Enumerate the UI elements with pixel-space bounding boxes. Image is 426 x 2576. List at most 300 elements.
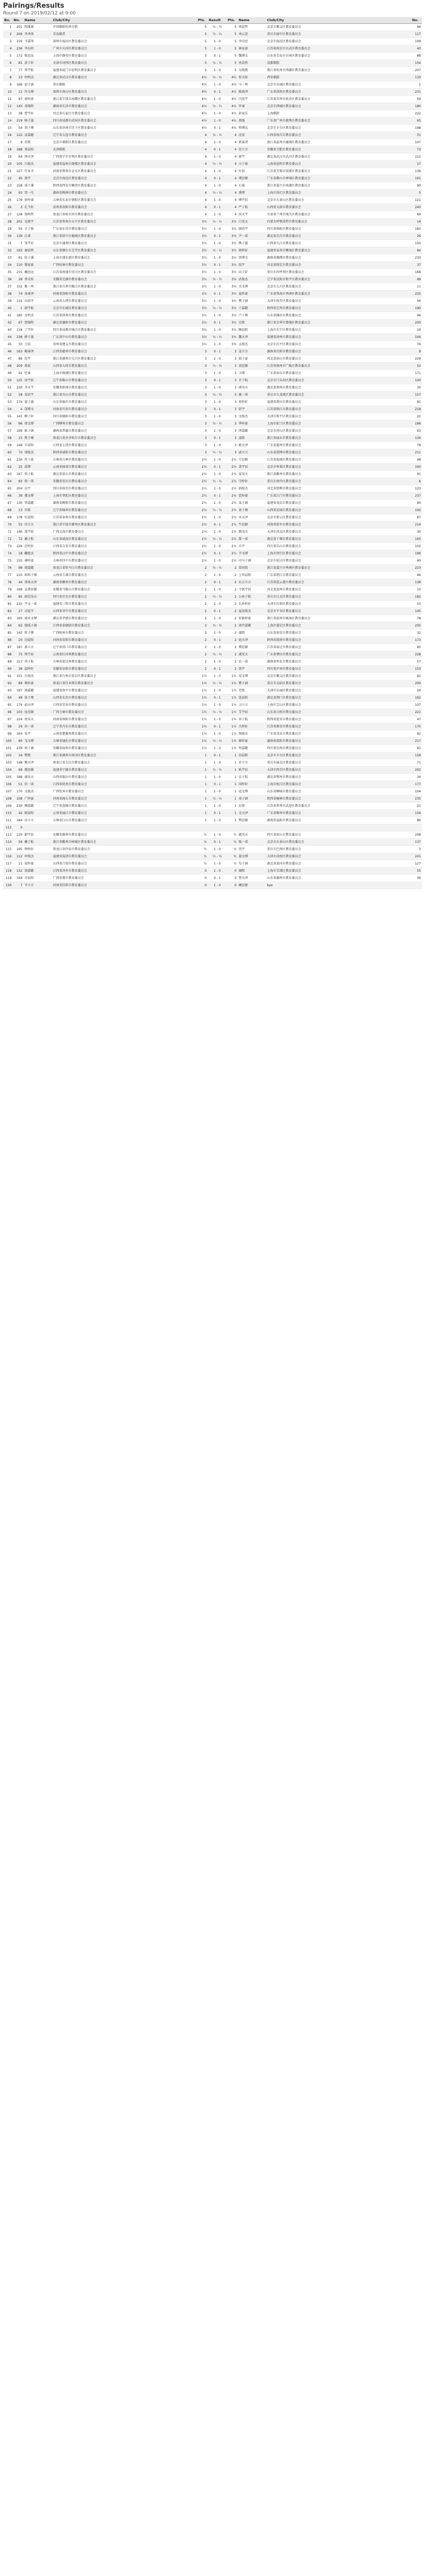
black-club-cell: 北京市顺义区教育委员会 xyxy=(266,24,411,31)
board-no-cell: 37 xyxy=(3,283,12,291)
black-club-cell: 江苏省扬州市广陵区教育委员会 xyxy=(266,363,411,370)
black-club-cell: 广东省惠州市教育委员会 xyxy=(266,442,411,449)
black-pts-cell: 3½ xyxy=(227,247,238,255)
white-pts-cell: 1 xyxy=(197,781,208,788)
white-pts-cell: 2 xyxy=(197,644,208,651)
result-cell: ½ - ½ xyxy=(208,31,227,38)
white-name-cell: 蔚宇辰 xyxy=(23,832,52,839)
black-name-cell: 景子骞 xyxy=(238,507,266,514)
black-name-cell: 刘云萱 xyxy=(238,31,266,38)
black-pts-cell: 4½ xyxy=(227,96,238,103)
board-no-cell: 105 xyxy=(3,774,12,781)
result-cell: 0 - 1 xyxy=(208,146,227,154)
white-no-cell: 176 xyxy=(12,197,23,204)
black-name-cell: 严子航 xyxy=(238,204,266,211)
white-name-cell: 庄俊杰 xyxy=(23,673,52,680)
result-cell: ½ - ½ xyxy=(208,507,227,514)
result-cell: 1 - 0 xyxy=(208,817,227,824)
black-club-cell: 四川省绵阳市教育委员会 xyxy=(266,226,411,233)
white-name-cell: 桑梓豪 xyxy=(23,557,52,565)
board-no-cell: 57 xyxy=(3,428,12,435)
black-club-cell: 四川省乐山市教育委员会 xyxy=(266,543,411,550)
black-club-cell: 山东省青岛市市南区教育委员会 xyxy=(266,53,411,60)
black-name-cell: 东方立言 xyxy=(238,579,266,586)
white-club-cell: 广州市天河区教育委员会 xyxy=(52,45,197,53)
black-name-cell: 周恩哲 xyxy=(238,24,266,31)
white-club-cell: 福建省三明市教育委员会 xyxy=(52,601,197,608)
black-pts-cell: ½ xyxy=(227,839,238,846)
white-club-cell: 广西柳州市教育委员会 xyxy=(52,420,197,428)
table-row xyxy=(3,694,422,702)
table-row xyxy=(3,226,422,233)
black-club-cell: 天津市西青区教育委员会 xyxy=(266,767,411,774)
black-club-cell: 江苏省连云港市教育委员会 xyxy=(266,579,411,586)
white-club-cell: 河南省开封市教育委员会 xyxy=(52,406,197,413)
black-no-cell: 37 xyxy=(411,262,422,269)
black-no-cell: 173 xyxy=(411,637,422,644)
board-no-cell: 96 xyxy=(3,709,12,716)
white-name-cell: 李东阳 xyxy=(23,45,52,53)
result-cell: 1 - 0 xyxy=(208,644,227,651)
result-cell: ½ - ½ xyxy=(208,795,227,803)
board-no-cell: 92 xyxy=(3,680,12,687)
white-name-cell: 燕立言 xyxy=(23,644,52,651)
black-name-cell: 连晨阳 xyxy=(238,694,266,702)
white-name-cell: 易宇 xyxy=(23,731,52,738)
black-name-cell: 萧逸 xyxy=(238,117,266,125)
white-name-cell: 满昊天 xyxy=(23,774,52,781)
black-pts-cell: 4 xyxy=(227,139,238,146)
black-club-cell: 天津市和平区教育委员会 xyxy=(266,413,411,420)
white-no-cell: 201 xyxy=(12,218,23,226)
white-club-cell: 河南省商丘市教育委员会 xyxy=(52,795,197,803)
white-club-cell: 山东省济南市历下区教育委员会 xyxy=(52,125,197,132)
black-pts-cell: 1½ xyxy=(227,738,238,745)
black-pts-cell: 1 xyxy=(227,774,238,781)
white-name-cell: 鞠俊杰 xyxy=(23,550,52,557)
white-no-cell: 27 xyxy=(12,608,23,615)
white-pts-cell: 3 xyxy=(197,449,208,456)
white-no-cell: 188 xyxy=(12,146,23,154)
white-no-cell: 227 xyxy=(12,168,23,175)
white-name-cell: 宫铭 xyxy=(23,507,52,514)
black-pts-cell: 1½ xyxy=(227,709,238,716)
black-no-cell: 183 xyxy=(411,226,422,233)
white-name-cell: 阎嘉懿 xyxy=(23,565,52,572)
white-no-cell: 201 xyxy=(12,24,23,31)
black-pts-cell: 2½ xyxy=(227,543,238,550)
table-row xyxy=(3,327,422,334)
black-club-cell: 湖南省湘潭市教育委员会 xyxy=(266,255,411,262)
black-club-cell: 广东省汕头市教育委员会 xyxy=(266,370,411,377)
white-pts-cell: 1½ xyxy=(197,694,208,702)
white-club-cell: 福建省福州市鼓楼区教育委员会 xyxy=(52,161,197,168)
board-no-cell: 9 xyxy=(3,81,12,89)
black-club-cell: 山东省聊城市教育委员会 xyxy=(266,788,411,795)
black-pts-cell: 4 xyxy=(227,132,238,139)
result-cell: 0 - 1 xyxy=(208,810,227,817)
white-no-cell: 0 xyxy=(12,824,23,832)
black-no-cell xyxy=(411,824,422,832)
white-pts-cell: 1½ xyxy=(197,702,208,709)
white-name-cell: 端木文博 xyxy=(23,615,52,622)
board-no-cell: 64 xyxy=(3,478,12,485)
result-cell: 0 - 1 xyxy=(208,89,227,96)
black-pts-cell: 4½ xyxy=(227,117,238,125)
table-row xyxy=(3,413,422,420)
white-club-cell: 吉林省白山市教育委员会 xyxy=(52,817,197,824)
table-row xyxy=(3,781,422,788)
black-pts-cell: 3½ xyxy=(227,291,238,298)
table-row xyxy=(3,529,422,536)
table-row xyxy=(3,471,422,478)
black-pts-cell: 2½ xyxy=(227,529,238,536)
black-no-cell: 40 xyxy=(411,557,422,565)
black-pts-cell: 4 xyxy=(227,154,238,161)
black-club-cell: 北京市西城区教育委员会 xyxy=(266,103,411,110)
board-no-cell: 69 xyxy=(3,514,12,521)
white-pts-cell: 3 xyxy=(197,384,208,392)
black-club-cell: 陕西省渭南市教育委员会 xyxy=(266,637,411,644)
white-name-cell: 戈文博 xyxy=(23,738,52,745)
white-name-cell: 简一诺 xyxy=(23,478,52,485)
black-name-cell: 弘子航 xyxy=(238,774,266,781)
black-no-cell: 46 xyxy=(411,312,422,319)
black-club-cell: 广东省深圳市教育委员会 xyxy=(266,89,411,96)
white-club-cell: 广东省中山市教育委员会 xyxy=(52,334,197,341)
board-no-cell: 39 xyxy=(3,298,12,305)
white-no-cell: 155 xyxy=(12,557,23,565)
white-pts-cell: 4 xyxy=(197,190,208,197)
white-club-cell: 浙江省湖州市吴兴区教育委员会 xyxy=(52,355,197,363)
black-pts-cell: 4 xyxy=(227,175,238,182)
black-club-cell: 北京市平谷区教育委员会 xyxy=(266,608,411,615)
white-no-cell: 194 xyxy=(12,875,23,882)
black-no-cell: 76 xyxy=(411,341,422,348)
white-club-cell: 深圳市福田区教育委员会 xyxy=(52,38,197,45)
white-name-cell: 焦子骞 xyxy=(23,435,52,442)
white-pts-cell: 2½ xyxy=(197,557,208,565)
black-name-cell: 司马子涵 xyxy=(238,557,266,565)
board-no-cell: 7 xyxy=(3,67,12,74)
white-name-cell: 邓锦程 xyxy=(23,103,52,110)
white-name-cell: 宇文一诺 xyxy=(23,601,52,608)
result-cell: 0 - 1 xyxy=(208,579,227,586)
board-no-cell: 78 xyxy=(3,579,12,586)
white-no-cell: 86 xyxy=(12,355,23,363)
board-no-cell: 63 xyxy=(3,471,12,478)
result-cell: 1 - 0 xyxy=(208,283,227,291)
white-pts-cell: 1 xyxy=(197,810,208,817)
black-club-cell: 广东省肇庆市教育委员会 xyxy=(266,651,411,658)
result-cell: 1 - 0 xyxy=(208,673,227,680)
board-no-cell: 10 xyxy=(3,89,12,96)
black-club-cell: 重庆市九龙坡区教育委员会 xyxy=(266,392,411,399)
black-pts-cell xyxy=(227,824,238,832)
table-row xyxy=(3,53,422,60)
black-pts-cell: 3½ xyxy=(227,233,238,240)
board-no-cell: 31 xyxy=(3,240,12,247)
board-no-cell: 82 xyxy=(3,608,12,615)
result-cell: 1 - 0 xyxy=(208,687,227,694)
table-row xyxy=(3,615,422,622)
result-cell: 0 - 1 xyxy=(208,521,227,529)
white-name-cell: 孔令轩 xyxy=(23,204,52,211)
white-club-cell: 湖南省长沙市教育委员会 xyxy=(52,103,197,110)
white-name-cell: 汤睿泽 xyxy=(23,291,52,298)
white-name-cell: 欧阳子骞 xyxy=(23,572,52,579)
black-name-cell: 国梓轩 xyxy=(238,781,266,788)
black-no-cell: 222 xyxy=(411,110,422,117)
white-name-cell: 符子豪 xyxy=(23,456,52,464)
black-name-cell: 辛文博 xyxy=(238,550,266,557)
table-row xyxy=(3,767,422,774)
black-no-cell: 99 xyxy=(411,276,422,283)
table-row xyxy=(3,658,422,666)
white-name-cell: 莫浩宇 xyxy=(23,392,52,399)
board-no-cell: 30 xyxy=(3,233,12,240)
black-pts-cell: 2 xyxy=(227,622,238,630)
black-name-cell: 南宫嘉懿 xyxy=(238,622,266,630)
white-name-cell: 郏宇辰 xyxy=(23,651,52,658)
white-no-cell: 83 xyxy=(12,478,23,485)
black-pts-cell: 1 xyxy=(227,781,238,788)
white-no-cell: 51 xyxy=(12,781,23,788)
black-club-cell: 重庆市北碚区教育委员会 xyxy=(266,680,411,687)
board-no-cell: 55 xyxy=(3,413,12,420)
board-no-cell: 40 xyxy=(3,305,12,312)
black-no-cell: 34 xyxy=(411,774,422,781)
white-name-cell: 万浩 xyxy=(23,341,52,348)
white-club-cell: 黑龙江省佳木斯市教育委员会 xyxy=(52,680,197,687)
black-club-cell: 江苏省苏州市姑苏区教育委员会 xyxy=(266,96,411,103)
white-club-cell: 吉林省通化市教育委员会 xyxy=(52,738,197,745)
black-name-cell: 廖梓豪 xyxy=(238,738,266,745)
black-pts-cell: 2½ xyxy=(227,471,238,478)
black-no-cell: 57 xyxy=(411,658,422,666)
table-row xyxy=(3,60,422,67)
white-name-cell: 邹宇轩 xyxy=(23,240,52,247)
black-club-cell: 北京市房山区教育委员会 xyxy=(266,428,411,435)
result-cell: 1 - 0 xyxy=(208,529,227,536)
white-no-cell: 96 xyxy=(12,420,23,428)
black-club-cell: 重庆市江北区教育委员会 xyxy=(266,594,411,601)
white-pts-cell: 3½ xyxy=(197,319,208,327)
white-club-cell: 广西钦州市教育委员会 xyxy=(52,788,197,795)
table-row xyxy=(3,240,422,247)
table-row xyxy=(3,788,422,795)
white-no-cell: 85 xyxy=(12,594,23,601)
white-pts-cell: 3 xyxy=(197,406,208,413)
table-row xyxy=(3,31,422,38)
black-pts-cell: 0 xyxy=(227,875,238,882)
white-name-cell: 郭宇 xyxy=(23,175,52,182)
white-club-cell: 湖南省郴州市教育委员会 xyxy=(52,579,197,586)
black-name-cell: 越昊天 xyxy=(238,832,266,839)
header-black-club: Club/City xyxy=(266,17,411,24)
board-no-cell: 12 xyxy=(3,103,12,110)
table-row xyxy=(3,464,422,471)
black-pts-cell: 2½ xyxy=(227,478,238,485)
white-pts-cell: 2 xyxy=(197,658,208,666)
board-no-cell: 8 xyxy=(3,74,12,81)
result-cell: 1 - 0 xyxy=(208,572,227,579)
result-cell: 1 - 0 xyxy=(208,45,227,53)
white-pts-cell: 1½ xyxy=(197,673,208,680)
table-row xyxy=(3,860,422,868)
table-row xyxy=(3,45,422,53)
white-club-cell: 河南省安阳市教育委员会 xyxy=(52,637,197,644)
result-cell: 0 - 1 xyxy=(208,723,227,731)
black-no-cell: 225 xyxy=(411,291,422,298)
result-cell: 1 - 0 xyxy=(208,774,227,781)
table-row xyxy=(3,500,422,507)
black-club-cell: 广东省广州市越秀区教育委员会 xyxy=(266,117,411,125)
white-club-cell: 福建省福清市教育委员会 xyxy=(52,853,197,860)
white-pts-cell: 4 xyxy=(197,154,208,161)
white-club-cell: 浙江省衢州市柯城区教育委员会 xyxy=(52,839,197,846)
white-no-cell: 39 xyxy=(12,493,23,500)
board-no-cell: 71 xyxy=(3,529,12,536)
black-pts-cell: 3½ xyxy=(227,240,238,247)
black-club-cell: 浙江省嘉兴市秀洲区教育委员会 xyxy=(266,565,411,572)
white-no-cell: 216 xyxy=(12,38,23,45)
black-pts-cell: 2½ xyxy=(227,557,238,565)
board-no-cell: 94 xyxy=(3,694,12,702)
result-cell: ½ - ½ xyxy=(208,305,227,312)
white-no-cell: 189 xyxy=(12,774,23,781)
board-no-cell: 61 xyxy=(3,456,12,464)
black-no-cell: 53 xyxy=(411,601,422,608)
white-club-cell: 辽宁省营口市教育委员会 xyxy=(52,644,197,651)
white-no-cell: 4 xyxy=(12,406,23,413)
black-pts-cell: 1 xyxy=(227,752,238,759)
black-club-cell: 北京市大兴区教育委员会 xyxy=(266,283,411,291)
board-no-cell: 84 xyxy=(3,622,12,630)
board-no-cell: 106 xyxy=(3,781,12,788)
table-row xyxy=(3,276,422,283)
white-pts-cell: 0 xyxy=(197,875,208,882)
white-no-cell: 33 xyxy=(12,341,23,348)
header-result: Result xyxy=(208,17,227,24)
board-no-cell: 95 xyxy=(3,702,12,709)
black-pts-cell: 2 xyxy=(227,572,238,579)
black-name-cell: 阚思源 xyxy=(238,882,266,889)
black-pts-cell: 4½ xyxy=(227,89,238,96)
white-club-cell: 贵州省遵义市教育委员会 xyxy=(52,341,197,348)
black-name-cell: 蒲铭 xyxy=(238,630,266,637)
black-name-cell: 季梓豪 xyxy=(238,420,266,428)
white-pts-cell: 1 xyxy=(197,803,208,810)
white-no-cell: 158 xyxy=(12,182,23,190)
black-name-cell: 汪子豪 xyxy=(238,161,266,168)
result-cell: 1 - 0 xyxy=(208,211,227,218)
black-pts-cell: 5 xyxy=(227,67,238,74)
white-club-cell: 辽宁省鞍山市教育委员会 xyxy=(52,377,197,384)
black-pts-cell: 3½ xyxy=(227,276,238,283)
black-name-cell: 康浩宇 xyxy=(238,226,266,233)
black-club-cell: 天津市红桥区教育委员会 xyxy=(266,601,411,608)
black-name-cell: 艾宇辰 xyxy=(238,709,266,716)
black-pts-cell: 3½ xyxy=(227,305,238,312)
white-no-cell: 122 xyxy=(12,132,23,139)
black-name-cell: 古梓轩 xyxy=(238,723,266,731)
white-club-cell xyxy=(52,824,197,832)
black-no-cell: 162 xyxy=(411,694,422,702)
board-no-cell: 11 xyxy=(3,96,12,103)
black-pts-cell: 4 xyxy=(227,146,238,154)
white-name-cell: 邬俊杰 xyxy=(23,449,52,456)
white-club-cell: 河南省洛阳市教育委员会 xyxy=(52,291,197,298)
board-no-cell: 93 xyxy=(3,687,12,694)
board-no-cell: 51 xyxy=(3,384,12,392)
board-no-cell: 17 xyxy=(3,139,12,146)
result-cell: 1 - 0 xyxy=(208,226,227,233)
white-pts-cell: 1 xyxy=(197,788,208,795)
black-name-cell: 步立言 xyxy=(238,759,266,767)
result-cell: ½ - ½ xyxy=(208,218,227,226)
white-name-cell: 邱博 xyxy=(23,464,52,471)
black-club-cell: 北京市门头沟区教育委员会 xyxy=(266,377,411,384)
black-pts-cell: 1½ xyxy=(227,723,238,731)
black-pts-cell: 3 xyxy=(227,399,238,406)
board-no-cell: 15 xyxy=(3,125,12,132)
white-pts-cell: 2½ xyxy=(197,478,208,485)
result-cell: 0 - 1 xyxy=(208,608,227,615)
black-club-cell: 内蒙古呼和浩特市教育委员会 xyxy=(266,218,411,226)
white-no-cell: 224 xyxy=(12,716,23,723)
black-name-cell: 舒宇 xyxy=(238,406,266,413)
black-club-cell: 福建省漳州市教育委员会 xyxy=(266,334,411,341)
black-pts-cell: 5 xyxy=(227,31,238,38)
black-no-cell: 5 xyxy=(411,190,422,197)
white-name-cell: 向一诺 xyxy=(23,723,52,731)
black-name-cell: 彭家乐 xyxy=(238,110,266,117)
white-no-cell: 12 xyxy=(12,89,23,96)
board-no-cell: 73 xyxy=(3,543,12,550)
black-no-cell: 8 xyxy=(411,348,422,355)
white-club-cell: 吉林省长春市朝阳区教育委员会 xyxy=(52,197,197,204)
result-cell: 0 - 1 xyxy=(208,319,227,327)
white-club-cell: 江苏省南通市崇川区教育委员会 xyxy=(52,269,197,276)
table-row xyxy=(3,67,422,74)
white-pts-cell: 2½ xyxy=(197,493,208,500)
result-cell: ½ - ½ xyxy=(208,622,227,630)
table-row xyxy=(3,161,422,168)
black-no-cell: 81 xyxy=(411,399,422,406)
white-pts-cell: 4 xyxy=(197,161,208,168)
white-pts-cell: 0 xyxy=(197,882,208,889)
white-pts-cell: ½ xyxy=(197,832,208,839)
black-no-cell: 147 xyxy=(411,139,422,146)
white-pts-cell: 3½ xyxy=(197,341,208,348)
board-no-cell: 98 xyxy=(3,723,12,731)
black-no-cell: 217 xyxy=(411,738,422,745)
result-cell: 1 - 0 xyxy=(208,788,227,795)
white-pts-cell: 4 xyxy=(197,168,208,175)
result-cell: ½ - ½ xyxy=(208,478,227,485)
white-pts-cell: 2 xyxy=(197,572,208,579)
black-name-cell: 终嘉懿 xyxy=(238,745,266,752)
white-pts-cell: 4 xyxy=(197,197,208,204)
black-pts-cell: 3 xyxy=(227,348,238,355)
black-no-cell: 71 xyxy=(411,759,422,767)
white-club-cell: 江西省吉安市教育委员会 xyxy=(52,543,197,550)
white-club-cell: 江西省抚州市教育委员会 xyxy=(52,781,197,788)
table-row xyxy=(3,435,422,442)
white-pts-cell: 3½ xyxy=(197,262,208,269)
white-name-cell: 董晨阳 xyxy=(23,146,52,154)
